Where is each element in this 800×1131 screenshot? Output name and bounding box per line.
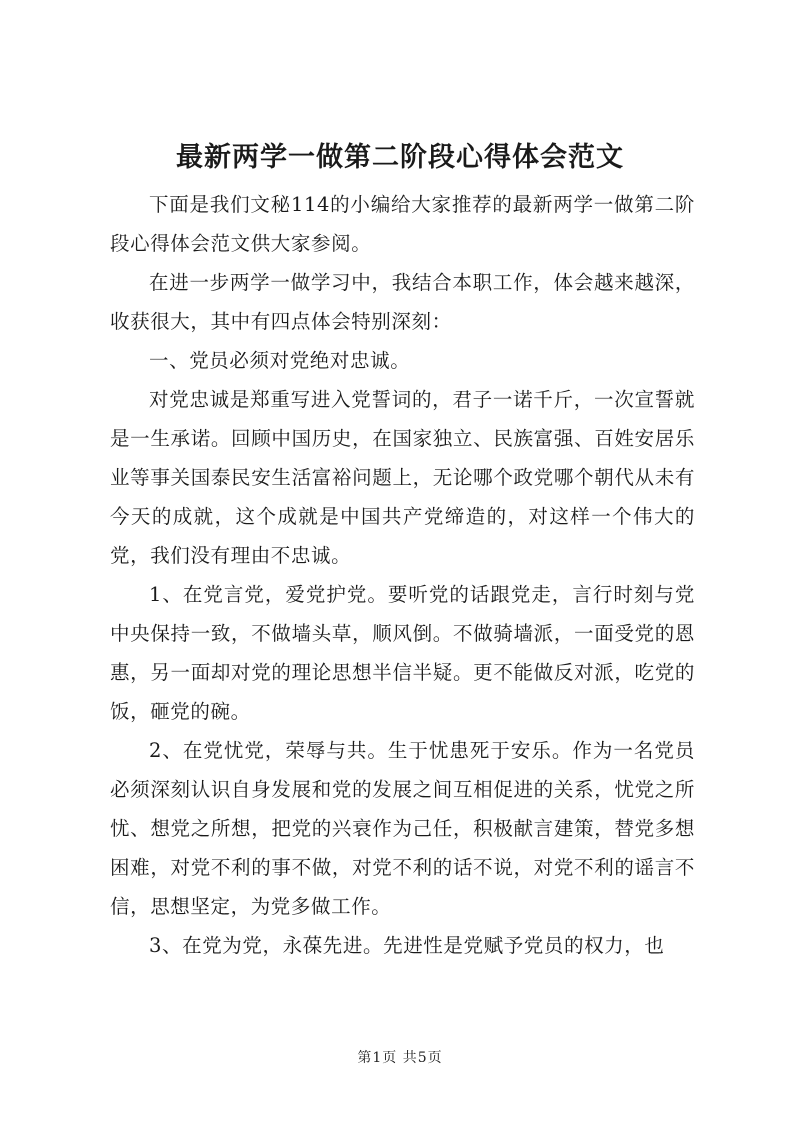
point-1-paragraph: 1、在党言党，爱党护党。要听党的话跟党走，言行时刻与党中央保持一致，不做墙头草，顺风倒。不做骑墙派，一面受党的恩惠，另一面却对党的理论思想半信半疑。更不能做反对派，吃党的饭，砸党的碗。 xyxy=(110,583,695,723)
point-2-paragraph: 2、在党忧党，荣辱与共。生于忧患死于安乐。作为一名党员必须深刻认识自身发展和党的发展之间互相促进的关系，忧党之所忧、想党之所想，把党的兴衰作为己任，积极献言建策，替党多想困难，对党不利的事不做，对党不利的话不说，对党不利的谣言不信，思想坚定，为党多做工作。 xyxy=(110,739,695,918)
paragraph-loyalty: 对党忠诚是郑重写进入党誓词的，君子一诺千斤，一次宣誓就是一生承诺。回顾中国历史，在国家独立、民族富强、百姓安居乐业等事关国泰民安生活富裕问题上，无论哪个政党哪个朝代从未有今天的成就，这个成就是中国共产党缔造的，对这样一个伟大的党，我们没有理由不忠诚。 xyxy=(110,388,695,567)
section-heading-1: 一、党员必须对党绝对忠诚。 xyxy=(149,349,411,372)
paragraph-intro: 下面是我们文秘114的小编给大家推荐的最新两学一做第二阶段心得体会范文供大家参阅。 xyxy=(110,193,695,255)
document-title: 最新两学一做第二阶段心得体会范文 xyxy=(176,142,624,173)
point-3-paragraph: 3、在党为党，永葆先进。先进性是党赋予党员的权力，也 xyxy=(149,934,665,957)
page-footer: 第1页 共5页 xyxy=(357,1050,443,1066)
paragraph-overview: 在进一步两学一做学习中，我结合本职工作，体会越来越深，收获很大，其中有四点体会特别深刻： xyxy=(110,271,695,333)
document-body xyxy=(110,185,695,965)
